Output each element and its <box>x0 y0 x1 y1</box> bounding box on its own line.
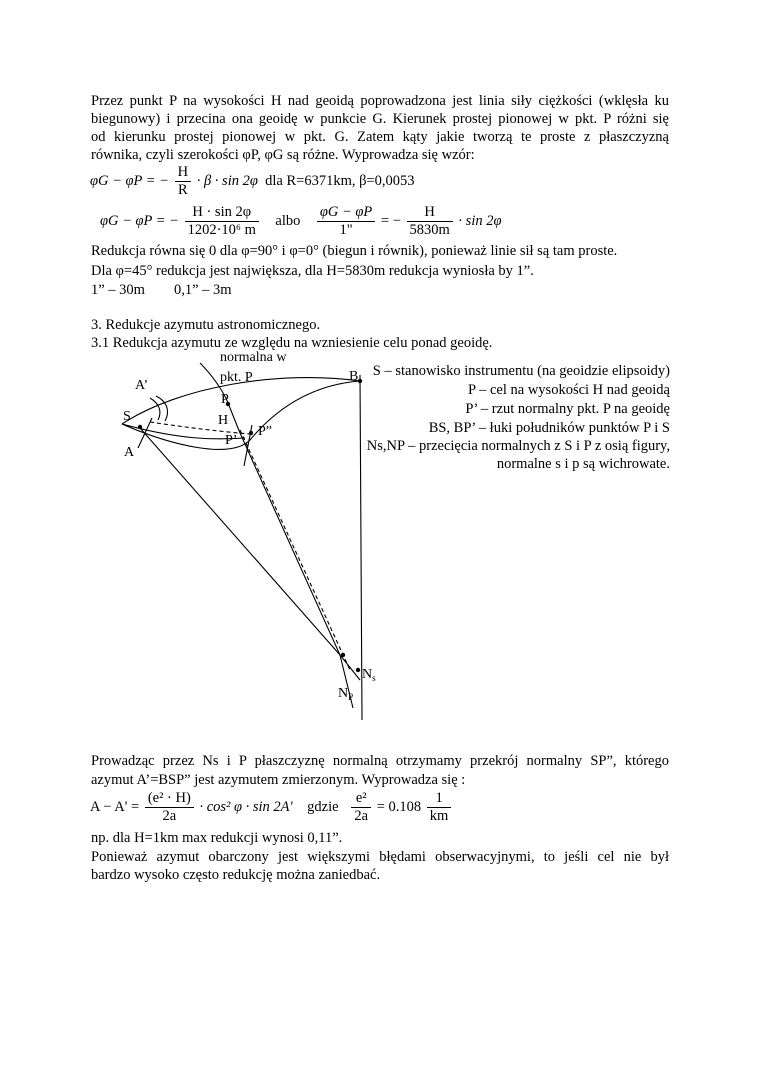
point-Ns <box>356 668 360 672</box>
formula-3-gdzie: gdzie <box>307 798 339 815</box>
formula-2-tail: · sin 2φ <box>458 212 502 229</box>
para2-line-1: Redukcja równa się 0 dla φ=90° i φ=0° (biegun i równik), ponieważ linie sił są tam proste. <box>91 243 618 259</box>
formula-3-den-2: 2a <box>354 808 369 824</box>
intro-line-4: równika, czyli szerokości φP, φG są różne. Wyprowadza się wzór: <box>91 147 475 163</box>
legend-line-6: normalne s i p są wichrowate. <box>496 456 670 472</box>
line-A-Np <box>138 418 152 448</box>
formula-3-mid: · cos² φ · sin 2A' <box>199 798 293 815</box>
formula-2-left-den: 1202·10⁶ m <box>187 222 256 238</box>
para2-line-3: 1” – 30m 0,1” – 3m <box>91 282 232 298</box>
formula-1-rhs: · β · sin 2φ <box>196 172 258 189</box>
point-S <box>138 425 142 429</box>
formula-3 <box>90 790 453 825</box>
para4-line-2: Ponieważ azymut obarczony jest większymi błędami obserwacyjnymi, to jeśli cel nie był <box>91 849 669 865</box>
formula-3-den: 2a <box>162 808 177 824</box>
meridian-arc-bp <box>122 381 360 449</box>
formula-2-left-num: H · sin 2φ <box>185 204 259 222</box>
formula-3-num-3: 1 <box>427 790 452 808</box>
label-Np: $N_P$ <box>338 686 354 702</box>
point-P-prime <box>249 431 253 435</box>
formula-2-eq: = − <box>380 212 401 229</box>
formula-3-eq: = 0.108 <box>376 798 422 815</box>
legend-line-2: P – cel na wysokości H nad geoidą <box>467 382 670 398</box>
formula-3-fraction <box>145 790 194 825</box>
section-heading: 3. Redukcje azymutu astronomicznego. <box>91 317 321 333</box>
formula-3-num: (e² · H) <box>145 790 194 808</box>
formula-3-fraction-2 <box>351 790 371 825</box>
legend-line-4: BS, BP’ – łuki południków punktów P i S <box>428 420 670 436</box>
label-A-prime: A’ <box>135 378 149 393</box>
angle-mark-1 <box>150 398 160 420</box>
para3-line-1: Prowadząc przez Ns i P płaszczyznę normalną otrzymamy przekrój normalny SP”, którego <box>91 753 669 769</box>
formula-3-den-3: km <box>429 808 449 824</box>
formula-2-right-num: φG − φP <box>317 204 375 222</box>
formula-2-right-num-2: H <box>407 204 453 222</box>
intro-line-3: od kierunku prostej pionowej w pkt. G. Zatem kąty jakie tworzą te proste z płaszczyzną <box>91 129 669 145</box>
para2-line-2: Dla φ=45° redukcja jest największa, dla H=5830m redukcja wyniosła by 1”. <box>91 263 534 279</box>
legend-line-3: P’ – rzut normalny pkt. P na geoidę <box>465 401 670 417</box>
formula-1-den: R <box>178 182 188 198</box>
legend-line-1: S – stanowisko instrumentu (na geoidzie elipsoidy) <box>372 363 670 379</box>
angle-mark-2 <box>156 396 168 421</box>
point-Np <box>341 653 345 657</box>
formula-1-num: H <box>175 164 191 182</box>
formula-3-num-2: e² <box>351 790 371 808</box>
formula-2-right-den-2: 5830m <box>409 222 450 238</box>
legend-line-5: Ns,NP – przecięcia normalnych z S i P z osią figury, <box>366 438 670 454</box>
formula-1-lhs: φG − φP = − <box>90 172 169 189</box>
label-P-prime: P’ <box>225 433 238 448</box>
point-B <box>358 379 362 383</box>
label-Ns: $N_s$ <box>362 667 376 683</box>
label-S: S <box>123 409 131 424</box>
formula-3-fraction-3 <box>427 790 452 825</box>
label-P-double: P” <box>258 424 272 439</box>
formula-1-condition: dla R=6371km, β=0,0053 <box>265 172 415 189</box>
label-normal-2: pkt. P <box>220 370 253 385</box>
formula-2-albo: albo <box>275 212 301 229</box>
para4-line-1: np. dla H=1km max redukcji wynosi 0,11”. <box>91 830 343 846</box>
label-normal-1: normalna w <box>220 350 287 365</box>
label-A: A <box>124 445 135 460</box>
section-subheading: 3.1 Redukcja azymutu ze względu na wzniesienie celu ponad geoidę. <box>91 335 493 351</box>
formula-3-lhs: A − A' = <box>90 798 140 815</box>
label-P: P <box>221 392 229 407</box>
formula-2-right-den: 1" <box>339 222 353 238</box>
label-B: B <box>349 369 359 384</box>
formula-2-left-lhs: φG − φP = − <box>100 212 179 229</box>
normal-line-s <box>140 428 360 680</box>
para4-line-3: bardzo wysoko często redukcję można zaniedbać. <box>91 867 381 883</box>
para3-line-2: azymut A’=BSP” jest azymutem zmierzonym. Wyprowadza się : <box>91 772 466 788</box>
intro-line-1: Przez punkt P na wysokości H nad geoidą poprowadzona jest linia siły ciężkości (wklęsła ku <box>91 93 669 109</box>
dashed-normal-s <box>240 430 350 670</box>
label-H: H <box>218 413 229 428</box>
intro-line-2: biegunowy) i przecina ona geoidę w punkcie G. Kierunek prostej pionowej w pkt. P różni się <box>91 111 669 127</box>
